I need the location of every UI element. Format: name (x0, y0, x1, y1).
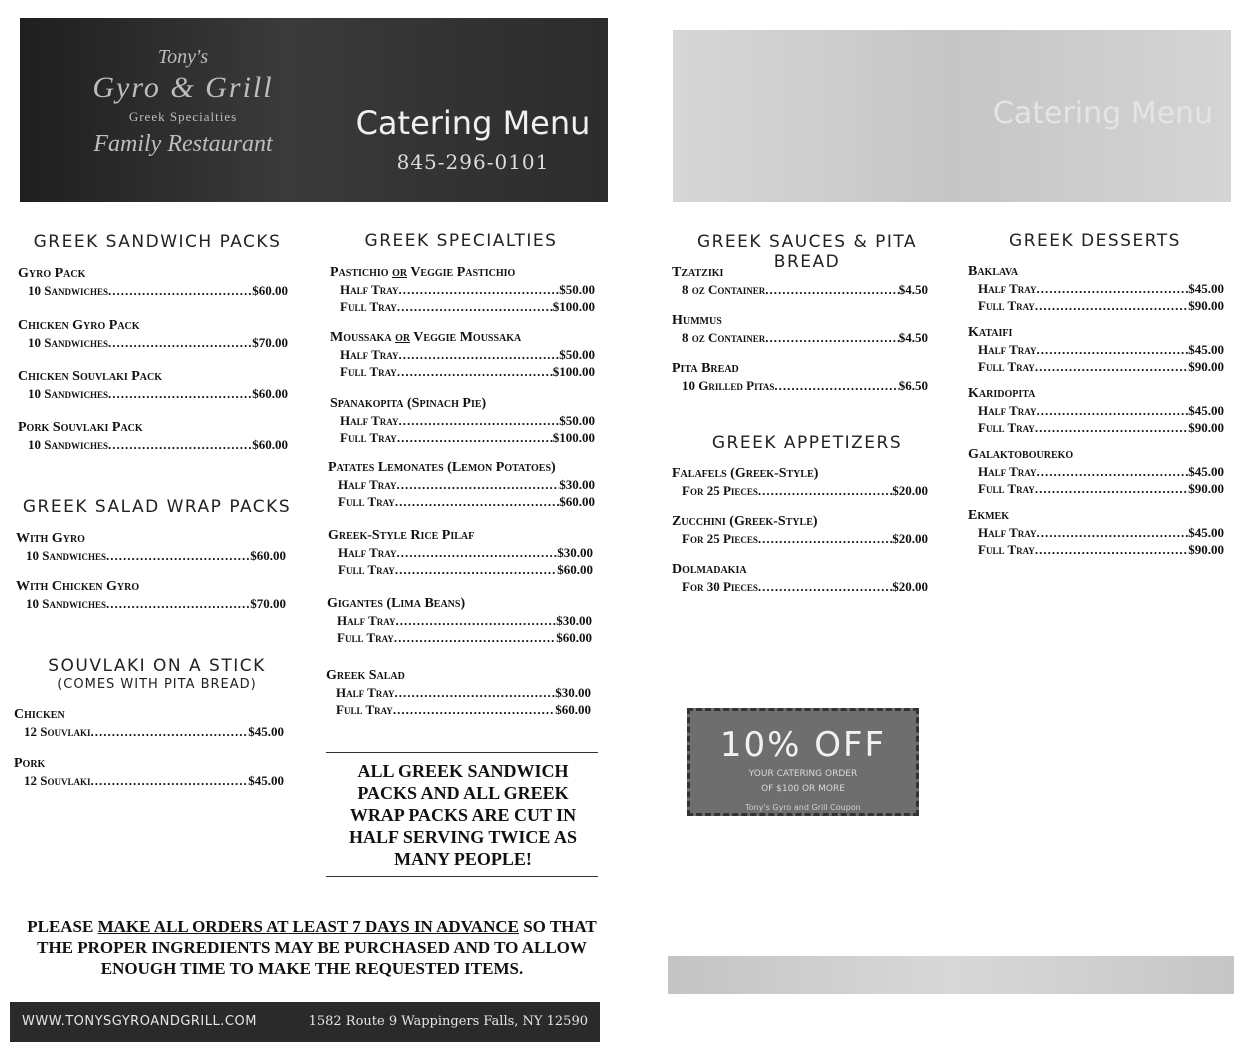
price-row (327, 612, 592, 629)
page-title: Catering Menu (355, 104, 591, 142)
price-row (14, 723, 284, 740)
coupon-discount: 10% OFF (719, 725, 887, 765)
price: $90.00 (1188, 359, 1224, 374)
menu-item (672, 312, 928, 346)
menu-item (328, 527, 593, 578)
price-row (328, 476, 595, 493)
logo-line: Gyro & Grill (92, 71, 274, 104)
price-row (330, 412, 595, 429)
price-row (18, 282, 288, 299)
price-row (326, 701, 591, 718)
footer-bar (10, 1002, 600, 1042)
section-subtitle: (COMES WITH PITA BREAD) (57, 677, 257, 692)
portion-label: Full Tray (340, 364, 397, 379)
portion-label: 10 Sandwiches (28, 283, 108, 298)
price-row (672, 377, 928, 394)
faded-footer-bar (668, 956, 1234, 994)
header-banner (20, 18, 608, 202)
price-row (672, 530, 928, 547)
portion-label: Full Tray (978, 420, 1035, 435)
portion-label: Full Tray (340, 299, 397, 314)
price-row (968, 341, 1224, 358)
menu-page-left (0, 0, 625, 1052)
item-name: Gyro Pack (18, 266, 86, 281)
price: $45.00 (1188, 403, 1224, 418)
portion-label: Half Tray (338, 545, 397, 560)
menu-item (330, 329, 595, 380)
menu-item (672, 561, 928, 595)
portion-label: Half Tray (978, 281, 1037, 296)
item-name: Dolmadakia (672, 562, 747, 577)
section-title-souvlaki: SOUVLAKI ON A STICK (48, 656, 266, 676)
item-name: Chicken (14, 707, 65, 722)
portion-label: 10 Grilled Pitas (682, 378, 775, 393)
portion-label: 12 Souvlaki (24, 773, 91, 788)
price: $30.00 (559, 477, 595, 492)
price: $6.50 (898, 378, 928, 393)
portion-label: Full Tray (338, 562, 395, 577)
item-name-or: or (392, 265, 408, 280)
item-name: Falafels (Greek-Style) (672, 466, 819, 481)
menu-item (672, 360, 928, 394)
price: $60.00 (556, 630, 592, 645)
advance-order-notice (14, 916, 610, 979)
portion-label: Half Tray (978, 464, 1037, 479)
portion-label: 10 Sandwiches (26, 596, 106, 611)
item-name-part: Moussaka (330, 330, 396, 345)
price: $45.00 (1188, 342, 1224, 357)
portion-label: Full Tray (978, 298, 1035, 313)
item-name-or: or (395, 330, 411, 345)
price-row (330, 281, 595, 298)
item-name: Pork Souvlaki Pack (18, 420, 143, 435)
portion-label: Full Tray (337, 630, 394, 645)
price: $60.00 (555, 702, 591, 717)
price: $100.00 (552, 364, 595, 379)
item-name: Patates Lemonates (Lemon Potatoes) (328, 460, 556, 475)
price-row (327, 629, 592, 646)
price: $45.00 (248, 773, 284, 788)
price: $20.00 (892, 531, 928, 546)
price: $60.00 (557, 562, 593, 577)
section-title-sauces: GREEK SAUCES & PITA BREAD (696, 232, 918, 272)
item-name: Baklava (968, 264, 1019, 279)
price: $20.00 (892, 579, 928, 594)
portion-label: For 25 Pieces (682, 531, 758, 546)
item-name: Tzatziki (672, 265, 724, 280)
item-name: Ekmek (968, 508, 1010, 523)
price: $50.00 (559, 282, 595, 297)
price-row (328, 493, 595, 510)
menu-item (968, 385, 1224, 436)
price-row (330, 363, 595, 380)
menu-item (672, 465, 928, 499)
price: $70.00 (252, 335, 288, 350)
portion-label: Half Tray (340, 413, 399, 428)
coupon-text: OF $100 OR MORE (761, 784, 845, 794)
portion-label: Half Tray (978, 525, 1037, 540)
section-title-specialties: GREEK SPECIALTIES (364, 231, 558, 251)
divider (326, 752, 598, 753)
item-name: Gigantes (Lima Beans) (327, 596, 466, 611)
portion-label: Full Tray (978, 359, 1035, 374)
section-title-appetizers: GREEK APPETIZERS (711, 433, 903, 453)
price: $60.00 (252, 386, 288, 401)
divider (326, 876, 598, 877)
portion-label: Half Tray (337, 613, 396, 628)
menu-item (968, 324, 1224, 375)
item-name: Pita Bread (672, 361, 739, 376)
menu-item (330, 395, 595, 446)
price: $90.00 (1188, 298, 1224, 313)
price-row (968, 358, 1224, 375)
price-row (16, 547, 286, 564)
price-row (672, 482, 928, 499)
portion-label: Full Tray (340, 430, 397, 445)
portion-label: Full Tray (338, 494, 395, 509)
website-url: WWW.TONYSGYROANDGRILL.COM (22, 1014, 257, 1029)
item-name: Greek-Style Rice Pilaf (328, 528, 475, 543)
portion-label: For 30 Pieces (682, 579, 758, 594)
item-name: Karidopita (968, 386, 1036, 401)
portion-label: 10 Sandwiches (26, 548, 106, 563)
item-name: Greek Salad (326, 668, 405, 683)
price: $60.00 (559, 494, 595, 509)
item-name-part: Pastichio (330, 265, 393, 280)
menu-item (14, 706, 284, 740)
portion-label: 8 oz Container (682, 330, 766, 345)
portion-label: Half Tray (340, 347, 399, 362)
item-name: Chicken Souvlaki Pack (18, 369, 163, 384)
portion-label: Full Tray (336, 702, 393, 717)
price-row (330, 298, 595, 315)
menu-item (16, 578, 286, 612)
price: $30.00 (555, 685, 591, 700)
price: $45.00 (1188, 525, 1224, 540)
portion-label: Half Tray (338, 477, 397, 492)
menu-item (968, 263, 1224, 314)
menu-item (18, 368, 288, 402)
logo-line: Tony's (157, 46, 209, 68)
item-name: Galaktoboureko (968, 447, 1074, 462)
price-row (328, 544, 593, 561)
menu-item (968, 507, 1224, 558)
price: $30.00 (557, 545, 593, 560)
menu-item (327, 595, 592, 646)
item-name: With Gyro (16, 531, 85, 546)
price-row (672, 329, 928, 346)
menu-item (18, 419, 288, 453)
price: $45.00 (1188, 464, 1224, 479)
menu-item (16, 530, 286, 564)
portion-label: Half Tray (978, 342, 1037, 357)
item-name-part: Veggie Pastichio (407, 265, 516, 280)
coupon-text: YOUR CATERING ORDER (748, 769, 858, 779)
portion-label: Full Tray (978, 481, 1035, 496)
price-row (968, 297, 1224, 314)
item-name: Hummus (672, 313, 722, 328)
item-name: Zucchini (Greek-Style) (672, 514, 818, 529)
price-row (326, 684, 591, 701)
price-row (18, 385, 288, 402)
item-name (330, 264, 595, 281)
price-row (328, 561, 593, 578)
address: 1582 Route 9 Wappingers Falls, NY 12590 (308, 1014, 588, 1029)
faded-header-banner (673, 30, 1231, 202)
coupon-brand: Tony's Gyro and Grill Coupon (745, 803, 861, 812)
portion-label: 10 Sandwiches (28, 386, 108, 401)
price: $60.00 (252, 283, 288, 298)
logo-line: Family Restaurant (93, 131, 273, 157)
restaurant-logo (48, 46, 318, 186)
item-name (330, 329, 595, 346)
menu-item (326, 667, 591, 718)
menu-item (672, 513, 928, 547)
price: $100.00 (552, 430, 595, 445)
price-row (968, 419, 1224, 436)
price-row (18, 334, 288, 351)
menu-item (330, 264, 595, 315)
price-row (968, 463, 1224, 480)
price: $30.00 (556, 613, 592, 628)
price-row (14, 772, 284, 789)
item-name: Kataifi (968, 325, 1013, 340)
price: $90.00 (1188, 542, 1224, 557)
price: $60.00 (250, 548, 286, 563)
menu-item (18, 265, 288, 299)
notice-text: SO THAT THE PROPER INGREDIENTS MAY BE PURCHASED AND TO ALLOW ENOUGH TIME TO MAKE THE REQUESTED ITEMS. (37, 917, 597, 978)
portion-label: 10 Sandwiches (28, 335, 108, 350)
menu-item (968, 446, 1224, 497)
price-row (968, 541, 1224, 558)
portion-label: Full Tray (978, 542, 1035, 557)
price: $4.50 (898, 282, 928, 297)
item-name: With Chicken Gyro (16, 579, 140, 594)
price-row (16, 595, 286, 612)
portion-label: 10 Sandwiches (28, 437, 108, 452)
portion-label: 8 oz Container (682, 282, 766, 297)
item-name: Spanakopita (Spinach Pie) (330, 396, 487, 411)
price: $90.00 (1188, 420, 1224, 435)
menu-item (18, 317, 288, 351)
price: $50.00 (559, 347, 595, 362)
price: $50.00 (559, 413, 595, 428)
menu-page-right (640, 0, 1258, 1052)
menu-item (14, 755, 284, 789)
price-row (18, 436, 288, 453)
section-title-wrap-packs: GREEK SALAD WRAP PACKS (22, 497, 292, 517)
portion-label: Half Tray (978, 403, 1037, 418)
portion-label: 12 Souvlaki (24, 724, 91, 739)
phone-number: 845-296-0101 (396, 150, 550, 174)
item-name: Pork (14, 756, 46, 771)
menu-item (672, 264, 928, 298)
portion-label: Half Tray (340, 282, 399, 297)
price: $45.00 (1188, 281, 1224, 296)
price: $45.00 (248, 724, 284, 739)
notice-underlined-text: MAKE ALL ORDERS AT LEAST 7 DAYS IN ADVANCE (97, 917, 519, 936)
price-row (330, 346, 595, 363)
logo-line: Greek Specialties (128, 109, 238, 124)
price-row (968, 480, 1224, 497)
price-row (672, 578, 928, 595)
portion-label: Half Tray (336, 685, 395, 700)
section-title-desserts: GREEK DESSERTS (1009, 231, 1181, 251)
cut-in-half-notice: ALL GREEK SANDWICH PACKS AND ALL GREEK WRAP PACKS ARE CUT IN HALF SERVING TWICE AS MANY PEOPLE! (349, 761, 577, 869)
item-name: Chicken Gyro Pack (18, 318, 140, 333)
price-row (672, 281, 928, 298)
price: $4.50 (898, 330, 928, 345)
portion-label: For 25 Pieces (682, 483, 758, 498)
faded-page-title: Catering Menu (992, 96, 1214, 131)
price: $90.00 (1188, 481, 1224, 496)
section-title-sandwich-packs: GREEK SANDWICH PACKS (33, 232, 282, 252)
price-row (968, 280, 1224, 297)
price: $20.00 (892, 483, 928, 498)
price: $60.00 (252, 437, 288, 452)
price-row (330, 429, 595, 446)
menu-item (328, 459, 595, 510)
price-row (968, 402, 1224, 419)
price: $70.00 (250, 596, 286, 611)
notice-text: PLEASE (27, 917, 98, 936)
item-name-part: Veggie Moussaka (410, 330, 522, 345)
price-row (968, 524, 1224, 541)
price: $100.00 (552, 299, 595, 314)
discount-coupon (687, 708, 919, 816)
